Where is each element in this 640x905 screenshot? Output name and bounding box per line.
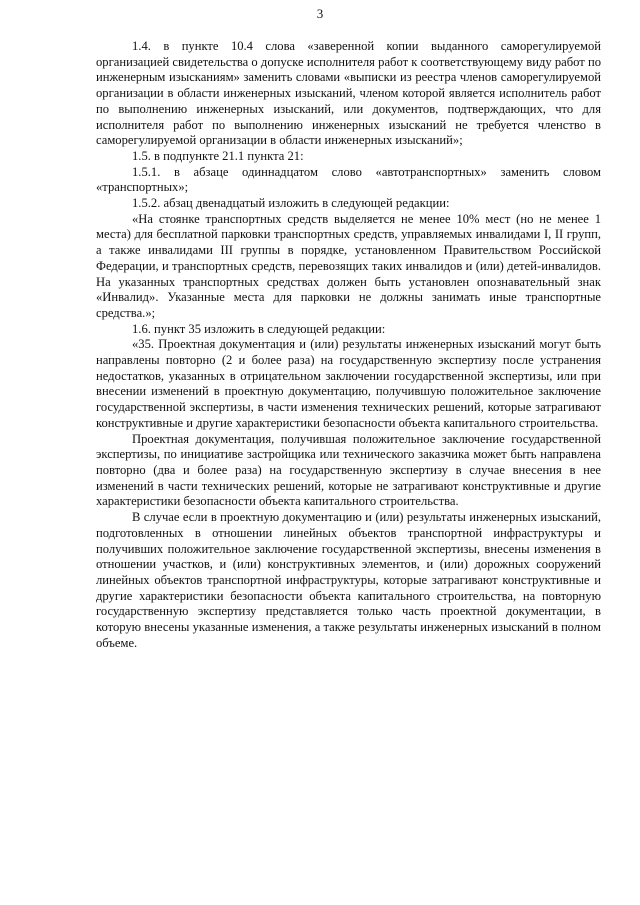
- page-number: 3: [316, 6, 324, 21]
- paragraph-1-6: 1.6. пункт 35 изложить в следующей редакции:: [132, 321, 386, 336]
- paragraph-1-4: 1.4. в пункте 10.4 слова «заверенной копии выданного саморегулируемой организацией свидетельства о допуске исполнителя работ к соответствующему виду работ по инженерным изысканиям» заменить словами «выписки из реестра членов саморегулируемой организации в области инженерных изысканий, членом которой является исполнитель работ по выполнению инженерных изысканий, или документов, подтверждающих, что для исполнителя работ по выполнению инженерных изысканий не требуется членство в саморегулируемой организации в области инженерных изысканий»;: [96, 39, 601, 148]
- paragraph-1-5: 1.5. в подпункте 21.1 пункта 21:: [132, 148, 304, 163]
- paragraph-1-5-1: 1.5.1. в абзаце одиннадцатом слово «автотранспортных» заменить словом «транспортных»;: [96, 164, 601, 195]
- paragraph-parking-quote: «На стоянке транспортных средств выделяется не менее 10% мест (но не менее 1 места) для бесплатной парковки транспортных средств, управляемых инвалидами I, II групп, а также инвалидами III группы в порядке, установленном Правительством Российской Федерации, и транспортных средств, перевозящих таких инвалидов и (или) детей-инвалидов. На указанных транспортных средствах должен быть установлен опознавательный знак «Инвалид». Указанные места для парковки не должны занимать иные транспортные средства.»;: [96, 211, 601, 320]
- paragraph-1-5-2: 1.5.2. абзац двенадцатый изложить в следующей редакции:: [132, 196, 450, 211]
- document-body: [96, 39, 601, 651]
- paragraph-35-quote: «35. Проектная документация и (или) результаты инженерных изысканий могут быть направлены повторно (2 и более раза) на государственную экспертизу после устранения недостатков, указанных в отрицательном заключении государственной экспертизы, или при внесении изменений в проектную документацию, получившую положительное заключение государственной экспертизы, в части изменения технических решений, которые затрагивают конструктивные и другие характеристики безопасности объекта капитального строительства.: [96, 337, 601, 430]
- paragraph-project-documentation: Проектная документация, получившая положительное заключение государственной экспертизы, по инициативе застройщика или технического заказчика может быть направлена повторно (два и более раза) на государственную экспертизу в случае внесения в нее изменений в части технических решений, которые не затрагивают конструктивные и другие характеристики безопасности объекта капитального строительства.: [96, 431, 601, 509]
- paragraph-linear-objects: В случае если в проектную документацию и (или) результаты инженерных изысканий, подготовленных в отношении линейных объектов транспортной инфраструктуры и получивших положительное заключение государственной экспертизы, внесены изменения в отношении участков, и (или) конструктивных элементов, и (или) дорожных сооружений линейных объектов транспортной инфраструктуры, которые затрагивают конструктивные и другие характеристики безопасности объекта капитального строительства, на повторную государственную экспертизу представляется только часть проектной документации, в которую внесены указанные изменения, а также результаты инженерных изысканий в полном объеме.: [96, 510, 601, 650]
